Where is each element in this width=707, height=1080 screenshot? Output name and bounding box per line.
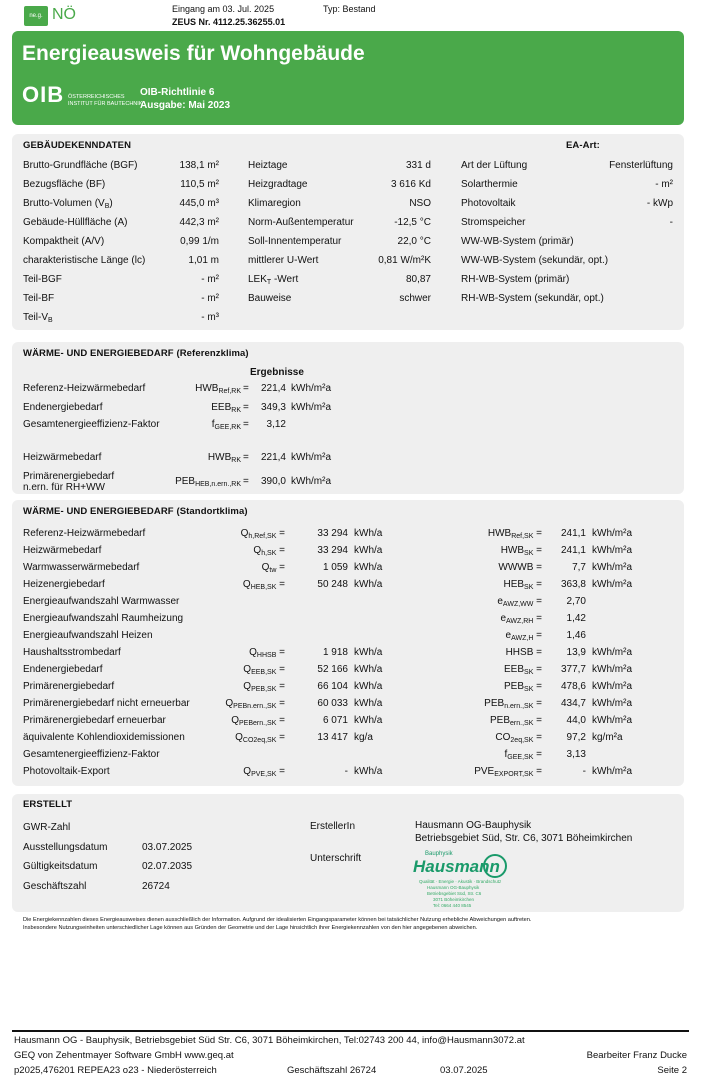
footer-page: Seite 2 bbox=[657, 1065, 687, 1076]
std-q-value: 1 918 bbox=[322, 647, 348, 658]
std-q-unit: kWh/a bbox=[354, 715, 383, 726]
std-k-unit: kWh/m²a bbox=[592, 681, 632, 692]
symbol-text: EEB bbox=[211, 402, 232, 413]
label-text: Bezugsfläche (BF) bbox=[23, 179, 106, 190]
geb-label bbox=[23, 217, 128, 228]
geb-value: - m² bbox=[655, 179, 673, 190]
std-q-unit: kWh/a bbox=[354, 562, 383, 573]
typ: Typ: Bestand bbox=[323, 4, 376, 14]
subscript: AWZ,RH bbox=[506, 618, 534, 625]
referenzklima-title: WÄRME- UND ENERGIEBEDARF (Referenzklima) bbox=[23, 348, 249, 359]
std-k-symbol: $PEB_{SK}$ = bbox=[504, 681, 542, 693]
geb-value: 3 616 Kd bbox=[390, 179, 431, 190]
ref-symbol bbox=[211, 402, 241, 414]
subscript: PEBn.ern.,SK bbox=[233, 703, 277, 710]
geb-value: 442,3 m² bbox=[179, 217, 219, 228]
std-label: Primärenergiebedarf bbox=[23, 681, 115, 692]
std-label: Energieaufwandszahl Warmwasser bbox=[23, 596, 180, 607]
label-text: Gebäude-Hüllfläche (A) bbox=[23, 217, 128, 228]
std-k-value: 1,42 bbox=[566, 613, 586, 624]
std-q-symbol: $Q_{CO2eq,SK}$ = bbox=[235, 732, 285, 744]
ref-label: Endenergiebedarf bbox=[23, 402, 103, 413]
std-k-value: 97,2 bbox=[566, 732, 586, 743]
symbol-text: Q bbox=[249, 647, 257, 658]
subscript: RK bbox=[231, 457, 241, 464]
std-k-value: - bbox=[582, 766, 586, 777]
geb-value: -12,5 °C bbox=[394, 217, 431, 228]
subscript: B bbox=[48, 317, 53, 324]
std-k-symbol: $e_{AWZ,WW}$ = bbox=[497, 596, 542, 608]
std-k-symbol: WWWB = bbox=[498, 562, 542, 573]
geb-label bbox=[248, 255, 318, 266]
geb-value: 22,0 °C bbox=[397, 236, 431, 247]
subscript: 2eq,SK bbox=[510, 737, 534, 744]
ref-unit: kWh/m²a bbox=[291, 402, 331, 413]
ref-unit: kWh/m²a bbox=[291, 476, 331, 487]
std-q-unit: kWh/a bbox=[354, 664, 383, 675]
ref-label: Primärenergiebedarf bbox=[23, 471, 115, 482]
std-k-symbol: $PVE_{EXPORT,SK}$ = bbox=[474, 766, 542, 778]
std-label: Warmwasserwärmebedarf bbox=[23, 562, 140, 573]
subscript: h,Ref,SK bbox=[248, 533, 277, 540]
ref-eq: = bbox=[243, 452, 249, 463]
erstellt-label: Geschäftszahl bbox=[23, 880, 87, 892]
subscript: GEE,SK bbox=[507, 754, 534, 761]
label-text: Heizgradtage bbox=[248, 179, 308, 190]
erstellt-label: GWR-Zahl bbox=[23, 822, 71, 833]
gebaeudekenndaten-title: GEBÄUDEKENNDATEN bbox=[23, 140, 132, 151]
symbol-text: Q bbox=[235, 732, 243, 743]
std-k-symbol: $PEB_{ern.,SK}$ = bbox=[490, 715, 542, 727]
subscript: SK bbox=[524, 669, 534, 676]
std-k-symbol: $e_{AWZ,RH}$ = bbox=[500, 613, 542, 625]
symbol-text: CO bbox=[495, 732, 511, 743]
label-text: Brutto-Volumen (V bbox=[23, 198, 105, 209]
std-q-value: 52 166 bbox=[317, 664, 348, 675]
subscript: GEE,RK bbox=[214, 424, 241, 431]
standortklima-title: WÄRME- UND ENERGIEBEDARF (Standortklima) bbox=[23, 506, 248, 517]
std-k-unit: kWh/m²a bbox=[592, 579, 632, 590]
std-q-symbol: $Q_{EEB,SK}$ = bbox=[243, 664, 285, 676]
geb-value: 0,99 1/m bbox=[180, 236, 219, 247]
geb-label bbox=[248, 217, 354, 228]
geb-value: 80,87 bbox=[405, 274, 431, 285]
std-q-symbol: $Q_{h,SK}$ = bbox=[253, 545, 285, 557]
geb-label bbox=[23, 293, 54, 304]
geb-value: - m³ bbox=[201, 312, 219, 323]
eingang-date: Eingang am 03. Jul. 2025 bbox=[172, 4, 275, 14]
geb-label bbox=[248, 236, 341, 247]
geb-label: RH-WB-System (sekundär, opt.) bbox=[461, 293, 604, 304]
ref-symbol bbox=[212, 419, 241, 431]
std-label: Primärenergiebedarf nicht erneuerbar bbox=[23, 698, 190, 709]
oib-richtlinie: OIB-Richtlinie 6 bbox=[140, 87, 215, 98]
geb-label: WW-WB-System (primär) bbox=[461, 236, 574, 247]
erstellt-value: 02.07.2035 bbox=[142, 861, 193, 872]
std-k-unit: kWh/m²a bbox=[592, 766, 632, 777]
std-k-symbol: $EEB_{SK}$ = bbox=[504, 664, 542, 676]
noe-logo-text: NÖ bbox=[52, 6, 76, 23]
std-q-unit: kWh/a bbox=[354, 528, 383, 539]
geb-label: Brutto-Volumen $(V_B)$ bbox=[23, 198, 113, 210]
subscript: AWZ,WW bbox=[502, 601, 534, 608]
ref-value: 390,0 bbox=[260, 476, 286, 487]
std-k-unit: kWh/m²a bbox=[592, 698, 632, 709]
label-text: Brutto-Grundfläche (BGF) bbox=[23, 160, 138, 171]
ersteller-label: ErstellerIn bbox=[310, 821, 356, 832]
subscript: EXPORT,SK bbox=[494, 771, 534, 778]
std-label: Photovoltaik-Export bbox=[23, 766, 110, 777]
subscript: CO2eq,SK bbox=[242, 737, 277, 744]
symbol-text: Q bbox=[243, 766, 252, 777]
symbol-text: e bbox=[497, 596, 503, 607]
oib-institute-1: ÖSTERREICHISCHES bbox=[68, 94, 125, 100]
geb-label bbox=[23, 255, 145, 266]
std-k-symbol: $PEB_{n.ern.,SK}$ = bbox=[484, 698, 542, 710]
subscript: B bbox=[104, 203, 110, 210]
erstellt-label: Gültigkeitsdatum bbox=[23, 861, 98, 872]
footer-company: Hausmann OG - Bauphysik, Betriebsgebiet Süd Str. C6, 3071 Böheimkirchen, Tel:02743 200 44, info@Hausmann3072.at bbox=[14, 1035, 525, 1046]
std-k-unit: kWh/m²a bbox=[592, 647, 632, 658]
ref-symbol bbox=[175, 476, 241, 488]
std-k-unit: kWh/m²a bbox=[592, 664, 632, 675]
symbol-text: HWB bbox=[207, 452, 232, 463]
subscript: tw bbox=[269, 567, 277, 574]
erstellt-label: Ausstellungsdatum bbox=[23, 841, 108, 853]
std-k-value: 377,7 bbox=[560, 664, 586, 675]
symbol-text: Q bbox=[240, 528, 249, 539]
symbol-text: e bbox=[500, 613, 507, 624]
geb-label bbox=[23, 160, 137, 171]
symbol-text: Q bbox=[231, 715, 240, 726]
std-q-value: 33 294 bbox=[317, 545, 348, 556]
std-label: Gesamtenergieeffizienz-Faktor bbox=[23, 749, 160, 760]
std-k-symbol: $HWB_{SK}$ = bbox=[500, 545, 542, 557]
std-k-unit: kWh/m²a bbox=[592, 528, 632, 539]
geb-value: NSO bbox=[409, 198, 431, 209]
std-label: Primärenergiebedarf erneuerbar bbox=[23, 715, 166, 726]
geb-value: schwer bbox=[399, 293, 431, 304]
std-q-symbol: $Q_{PVE,SK}$ = bbox=[243, 766, 285, 778]
symbol-text: Q bbox=[242, 579, 251, 590]
geb-value: 0,81 W/m²K bbox=[378, 255, 431, 266]
geb-value: Fensterlüftung bbox=[609, 160, 673, 171]
std-k-symbol: $HEB_{SK}$ = bbox=[503, 579, 542, 591]
std-q-symbol: $Q_{HEB,SK}$ = bbox=[242, 579, 285, 591]
page-title: Energieausweis für Wohngebäude bbox=[22, 42, 365, 65]
noe-logo: ne.g. bbox=[24, 6, 48, 26]
std-k-unit: kWh/m²a bbox=[592, 562, 632, 573]
erstellt-value: 26724 bbox=[142, 880, 170, 892]
ref-value: 3,12 bbox=[266, 419, 286, 430]
std-label: Energieaufwandszahl Raumheizung bbox=[23, 613, 184, 624]
geb-value: - m² bbox=[201, 293, 219, 304]
geb-value: - m² bbox=[201, 274, 219, 285]
subscript: h,SK bbox=[261, 550, 277, 557]
subscript: HEB,SK bbox=[250, 584, 277, 591]
std-k-unit: kg/m²a bbox=[592, 732, 623, 743]
subscript: PEB,SK bbox=[251, 686, 277, 693]
std-q-unit: kWh/a bbox=[354, 545, 383, 556]
subscript: Ref,SK bbox=[511, 533, 534, 540]
std-q-value: 6 071 bbox=[322, 715, 348, 726]
subscript: HEB,n.ern.,RK bbox=[195, 481, 241, 488]
symbol-text: PEB bbox=[490, 715, 511, 726]
std-q-symbol: $Q_{PEBn.ern.,SK}$ = bbox=[225, 698, 285, 710]
subscript: PVE,SK bbox=[251, 771, 277, 778]
symbol-text: Q bbox=[243, 664, 252, 675]
std-q-symbol: $Q_{PEB,SK}$ = bbox=[243, 681, 285, 693]
subscript: AWZ,H bbox=[511, 635, 534, 642]
symbol-text: PEB bbox=[484, 698, 505, 709]
ref-unit: kWh/m²a bbox=[291, 383, 331, 394]
ref-unit: kWh/m²a bbox=[291, 452, 331, 463]
std-label: äquivalente Kohlendioxidemissionen bbox=[23, 732, 185, 743]
subscript: PEBern.,SK bbox=[239, 720, 277, 727]
std-k-symbol: $e_{AWZ,H}$ = bbox=[505, 630, 542, 642]
geb-label: Art der Lüftung bbox=[461, 160, 528, 171]
subscript: RK bbox=[231, 407, 241, 414]
label-text: mittlerer U-Wert bbox=[248, 255, 319, 266]
label-text: Teil-V bbox=[23, 312, 49, 323]
std-label: Haushaltsstrombedarf bbox=[23, 647, 121, 658]
ref-label-2: n.ern. für RH+WW bbox=[23, 482, 105, 493]
footer-software: GEQ von Zehentmayer Software GmbH www.geq.at bbox=[14, 1050, 234, 1061]
geb-value: 138,1 m² bbox=[179, 160, 219, 171]
symbol-text: e bbox=[505, 630, 512, 641]
symbol-text: Q bbox=[253, 545, 262, 556]
std-label: Heizwärmebedarf bbox=[23, 545, 102, 556]
ref-value: 221,4 bbox=[260, 452, 286, 463]
std-label: Endenergiebedarf bbox=[23, 664, 103, 675]
geb-label: RH-WB-System (primär) bbox=[461, 274, 570, 285]
geb-value: 331 d bbox=[405, 160, 431, 171]
standortklima-panel bbox=[12, 500, 684, 786]
footer-geschaeftszahl: Geschäftszahl 26724 bbox=[287, 1065, 377, 1076]
symbol-text: EEB bbox=[504, 664, 525, 675]
geb-label: Stromspeicher bbox=[461, 217, 526, 228]
label-text: LEK bbox=[248, 274, 267, 285]
symbol-text: HEB bbox=[503, 579, 525, 590]
ref-symbol bbox=[208, 452, 241, 464]
std-q-unit: kWh/a bbox=[354, 698, 383, 709]
symbol-text: WWWB bbox=[498, 562, 534, 573]
std-q-value: 60 033 bbox=[317, 698, 348, 709]
ref-eq: = bbox=[243, 383, 249, 394]
label-text: Soll-Innentemperatur bbox=[248, 236, 342, 247]
symbol-text: HWB bbox=[487, 528, 512, 539]
geb-label bbox=[248, 274, 298, 286]
subscript: EEB,SK bbox=[251, 669, 277, 676]
std-k-value: 2,70 bbox=[566, 596, 586, 607]
std-q-value: 13 417 bbox=[317, 732, 348, 743]
subscript: SK bbox=[524, 584, 534, 591]
std-k-unit: kWh/m²a bbox=[592, 545, 632, 556]
geb-label: Photovoltaik bbox=[461, 198, 516, 209]
std-k-value: 44,0 bbox=[566, 715, 586, 726]
company-stamp: Bauphysik Hausmann Qualität · Energie · Akustik · Brandschutz Hausmann OG-Bauphysik Betriebsgebiet Süd, Str. C6 3071 Böheimkirchen Tel: 0664 440 8545 bbox=[413, 850, 508, 910]
footer-date: 03.07.2025 bbox=[440, 1065, 488, 1076]
ref-eq: = bbox=[243, 419, 249, 430]
ref-value: 221,4 bbox=[260, 383, 286, 394]
label-text: Klimaregion bbox=[248, 198, 301, 209]
symbol-text: HWB bbox=[195, 383, 219, 394]
ref-label: Gesamtenergieeffizienz-Faktor bbox=[23, 419, 160, 430]
std-q-value: - bbox=[344, 766, 348, 777]
label-text: Norm-Außentemperatur bbox=[248, 217, 354, 228]
std-q-symbol: $Q_{HHSB}$ = bbox=[249, 647, 285, 659]
ergebnisse-heading: Ergebnisse bbox=[250, 367, 304, 378]
geb-label bbox=[23, 179, 105, 190]
std-k-value: 434,7 bbox=[560, 698, 586, 709]
ea-art-label: EA-Art: bbox=[566, 140, 600, 151]
subscript: SK bbox=[524, 686, 534, 693]
std-q-unit: kWh/a bbox=[354, 647, 383, 658]
symbol-text: PEB bbox=[504, 681, 525, 692]
geb-label bbox=[248, 198, 301, 209]
ref-eq: = bbox=[243, 476, 249, 487]
std-k-value: 241,1 bbox=[560, 545, 586, 556]
geb-value: 445,0 m³ bbox=[179, 198, 219, 209]
subscript: HHSB bbox=[256, 652, 277, 659]
geb-label: WW-WB-System (sekundär, opt.) bbox=[461, 255, 609, 266]
std-q-symbol: $Q_{tw}$ = bbox=[261, 562, 285, 574]
std-q-value: 33 294 bbox=[317, 528, 348, 539]
geb-label bbox=[23, 274, 62, 285]
geb-label bbox=[23, 312, 53, 324]
std-k-symbol: $f_{GEE,SK}$ = bbox=[504, 749, 542, 761]
ref-symbol bbox=[195, 383, 241, 395]
subscript: T bbox=[266, 279, 272, 286]
symbol-text: HHSB bbox=[505, 647, 534, 658]
std-k-symbol: $HWB_{Ref,SK}$ = bbox=[487, 528, 542, 540]
std-q-unit: kg/a bbox=[354, 732, 373, 743]
label-text: Heiztage bbox=[248, 160, 288, 171]
geb-value: 110,5 m² bbox=[180, 179, 219, 190]
std-q-unit: kWh/a bbox=[354, 766, 383, 777]
label-text: Teil-BF bbox=[23, 293, 55, 304]
footer-rule bbox=[12, 1030, 689, 1032]
std-k-value: 13,9 bbox=[566, 647, 586, 658]
footer-bearbeiter: Bearbeiter Franz Ducke bbox=[586, 1050, 687, 1061]
geb-label bbox=[248, 160, 287, 171]
std-k-value: 3,13 bbox=[566, 749, 586, 760]
label-text: Kompaktheit (A/V) bbox=[23, 236, 105, 247]
std-q-unit: kWh/a bbox=[354, 681, 383, 692]
ref-label: Referenz-Heizwärmebedarf bbox=[23, 383, 146, 394]
zeus-number: ZEUS Nr. 4112.25.36255.01 bbox=[172, 17, 286, 27]
erstellt-title: ERSTELLT bbox=[23, 799, 73, 810]
symbol-text: Q bbox=[261, 562, 270, 573]
subscript: SK bbox=[524, 550, 534, 557]
unterschrift-label: Unterschrift bbox=[310, 853, 362, 864]
std-label: Energieaufwandszahl Heizen bbox=[23, 630, 153, 641]
std-k-value: 7,7 bbox=[572, 562, 586, 573]
std-q-symbol: $Q_{h,Ref,SK}$ = bbox=[240, 528, 285, 540]
symbol-text: Q bbox=[225, 698, 234, 709]
ref-label: Heizwärmebedarf bbox=[23, 452, 102, 463]
std-label: Heizenergiebedarf bbox=[23, 579, 105, 590]
std-q-value: 50 248 bbox=[317, 579, 348, 590]
oib-logo: OIB bbox=[22, 82, 65, 107]
geb-value: - bbox=[669, 217, 673, 228]
std-q-value: 66 104 bbox=[317, 681, 348, 692]
label-suffix: -Wert bbox=[271, 274, 299, 285]
label-text: charakteristische Länge (lc) bbox=[23, 255, 146, 266]
ersteller-name: Hausmann OG-Bauphysik bbox=[415, 820, 532, 831]
std-k-value: 363,8 bbox=[560, 579, 586, 590]
geb-value: - kWp bbox=[646, 198, 673, 209]
oib-institute-2: INSTITUT FÜR BAUTECHNIK bbox=[68, 101, 143, 107]
symbol-text: HWB bbox=[500, 545, 525, 556]
geb-label bbox=[248, 179, 307, 190]
geb-label bbox=[248, 293, 291, 304]
ref-value: 349,3 bbox=[260, 402, 286, 413]
std-k-symbol: $CO_{2eq,SK}$ = bbox=[495, 732, 542, 744]
std-label: Referenz-Heizwärmebedarf bbox=[23, 528, 146, 539]
symbol-text: f bbox=[211, 419, 215, 430]
footer-project: p2025,476201 REPEA23 o23 - Niederösterreich bbox=[14, 1065, 217, 1076]
symbol-text: Q bbox=[243, 681, 252, 692]
geb-label: Solarthermie bbox=[461, 179, 518, 190]
subscript: ern.,SK bbox=[510, 720, 534, 727]
ref-eq: = bbox=[243, 402, 249, 413]
disclaimer-1: Die Energiekennzahlen dieses Energieausweises dienen ausschließlich der Information. Aufgrund der idealisierten Eingangsparameter können bei tatsächlicher Nutzung erhebliche Abweichungen auftreten. bbox=[23, 917, 532, 923]
std-k-value: 478,6 bbox=[560, 681, 586, 692]
oib-ausgabe: Ausgabe: Mai 2023 bbox=[140, 100, 231, 111]
subscript: Ref,RK bbox=[218, 388, 241, 395]
std-k-unit: kWh/m²a bbox=[592, 715, 632, 726]
symbol-text: f bbox=[504, 749, 508, 760]
std-k-symbol: HHSB = bbox=[505, 647, 542, 658]
ersteller-address: Betriebsgebiet Süd, Str. C6, 3071 Böheimkirchen bbox=[415, 833, 633, 844]
std-q-unit: kWh/a bbox=[354, 579, 383, 590]
geb-value: 1,01 m bbox=[188, 255, 219, 266]
std-k-value: 241,1 bbox=[560, 528, 586, 539]
symbol-text: PEB bbox=[175, 476, 196, 487]
subscript: n.ern.,SK bbox=[504, 703, 534, 710]
std-k-value: 1,46 bbox=[566, 630, 586, 641]
erstellt-value: 03.07.2025 bbox=[142, 841, 193, 853]
disclaimer-2: Insbesondere Nutzungseinheiten unterschiedlicher Lage können aus Gründen der Geometrie und der Lage hinsichtlich ihrer Energiekennzahlen von den hier angegebenen abweichen. bbox=[23, 925, 478, 931]
geb-label bbox=[23, 236, 104, 247]
label-text: Teil-BGF bbox=[23, 274, 62, 285]
std-q-symbol: $Q_{PEBern.,SK}$ = bbox=[231, 715, 285, 727]
label-text: Bauweise bbox=[248, 293, 292, 304]
std-q-value: 1 059 bbox=[322, 562, 348, 573]
symbol-text: PVE bbox=[474, 766, 495, 777]
